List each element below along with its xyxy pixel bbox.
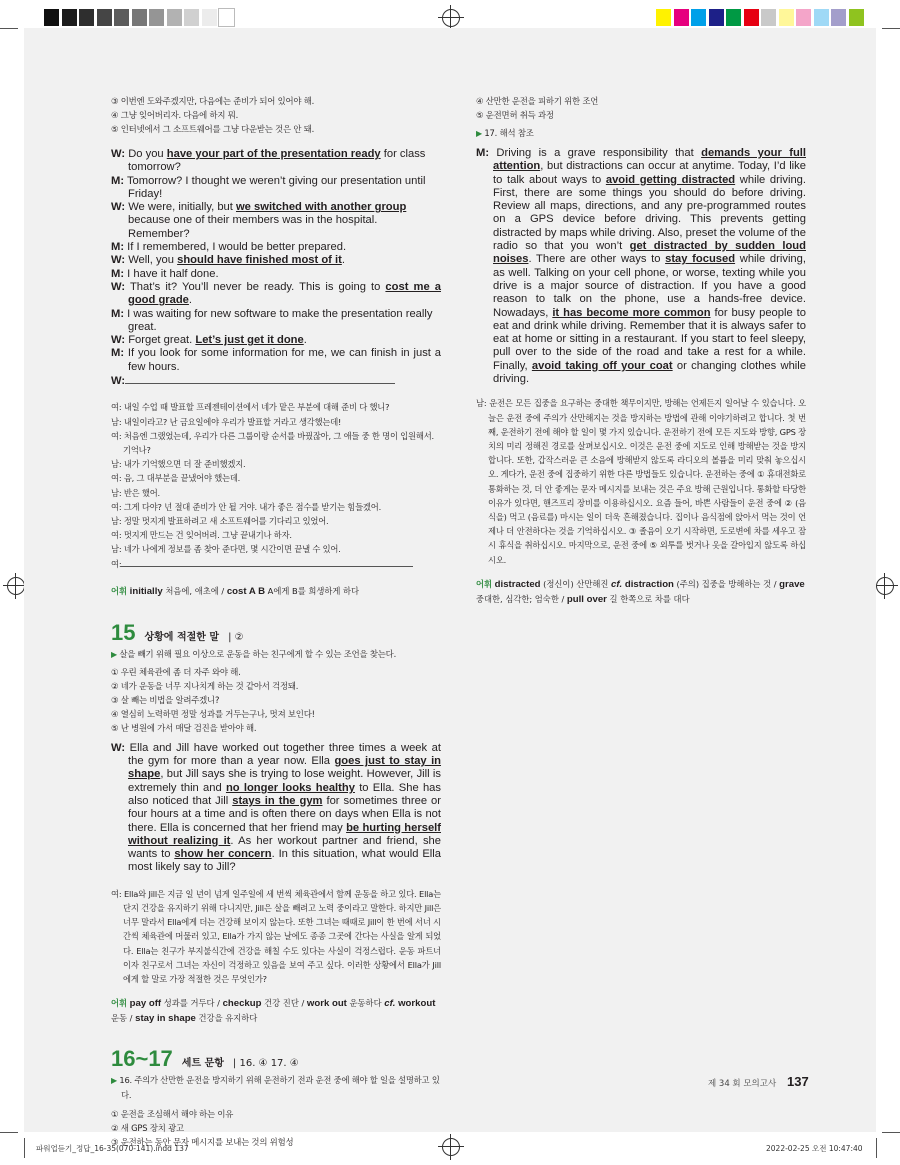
dialogue-script-15 [111, 742, 441, 875]
gray-swatch [149, 9, 164, 26]
text-run: , but distractions can occur at anytime. Today, I’d like to talk about ways to [493, 160, 806, 186]
key-phrase: have your part of the presentation ready [166, 148, 381, 160]
key-phrase: we switched with another group [235, 201, 407, 214]
section-title: 세트 문항 [181, 1058, 224, 1070]
color-swatch [849, 9, 864, 26]
text-run: . There are other ways to [528, 253, 666, 266]
gray-swatch [184, 9, 199, 26]
color-swatch [796, 9, 811, 26]
translation-line [111, 400, 441, 414]
dialogue-line [111, 268, 441, 281]
vocab-block-14 [111, 584, 441, 599]
option-line: ④ 산만한 운전을 피하기 위한 조언 [476, 96, 599, 106]
dialogue-line [111, 308, 441, 335]
gray-swatch [114, 9, 129, 26]
text-run: 운동 / [111, 1013, 136, 1024]
translation-line [111, 542, 441, 556]
option-line: ⑤ 인터넷에서 그 소프트웨어를 그냥 다운받는 것은 안 돼. [111, 124, 315, 134]
dialogue-line [111, 175, 441, 202]
translation-text: 처음엔 그랬었는데, 우리가 다른 그룹이랑 순서를 바꿨잖아, 그 애들 중 한 명이 입원해서. 기억나? [121, 430, 434, 455]
text-run: We were, initially, but [125, 201, 236, 214]
translation-line [111, 415, 441, 429]
option-line: ② 새 GPS 장치 광고 [111, 1122, 184, 1133]
text-run: while driving, as well. Talking on your cell phone, or worse, texting while you drive is a major source of distraction. If you have a good reason to talk on the phone, use a hands-free device. Nowadays, [493, 253, 806, 319]
vocab-term: pay off [129, 998, 162, 1010]
gray-swatch [167, 9, 182, 26]
text-run: 건강 진단 / [261, 998, 307, 1009]
key-phrase: be hurting herself without realizing it [128, 821, 441, 847]
vocab-label: 어휘 [111, 585, 128, 596]
text-run: Do you [125, 148, 167, 160]
print-timestamp: 2022-02-25 오전 10:47:40 [766, 1144, 863, 1153]
translation-line [111, 514, 441, 528]
speaker-label: W: [111, 148, 126, 160]
registration-mark-left [7, 577, 25, 595]
key-phrase: no longer looks healthy [225, 781, 355, 794]
option-line: ② 네가 운동을 너무 지나치게 하는 것 같아서 걱정돼. [111, 680, 299, 691]
translation-line [111, 557, 441, 571]
dialogue-line [111, 334, 441, 347]
key-phrase: Let’s just get it done [195, 334, 304, 347]
translation-line [111, 429, 441, 457]
translation-text: 네가 나에게 정보를 좀 찾아 준다면, 몇 시간이면 끝낼 수 있어. [121, 544, 341, 555]
speaker-label: M: [111, 307, 125, 320]
vocab-term: workout [398, 998, 436, 1010]
key-phrase: demands your full attention [493, 147, 806, 173]
vocab-label: 어휘 [111, 998, 128, 1009]
speaker-label: W: [111, 375, 126, 388]
translation-text: Ella와 Jill은 지금 일 년이 넘게 일주일에 세 번씩 체육관에서 함께 운동을 하고 있다. Ella는 단지 건강을 유지하기 위해 다니지만, Jill은 살을 빼려고 노력 중이라고 말한다. 하지만 Jill은 너무 말라서 Ella에게 더는 건강해 보이지 않는다. 또한 그녀는 때때로 Jill이 한 번에 서너 시간씩 체육관에 머물러 있고, Ella가 가지 않는 날에도 종종 그곳에 간다는 사실을 알게 되었다. Ella는 친구가 부지불식간에 건강을 해칠 수도 있다는 사실이 걱정스럽다. 운동 파트너이자 친구로서 그녀는 자신이 걱정하고 있음을 보여 주고 싶다. 이러한 상황에서 Ella가 Jill에게 할 말로 가장 적절한 것은 무엇인가? [121, 888, 441, 984]
translation-line [111, 457, 441, 471]
text-run: . [303, 334, 307, 347]
key-phrase: stays in the gym [232, 794, 323, 807]
option-line: ① 운전을 조심해서 해야 하는 이유 [111, 1108, 234, 1119]
gray-swatch [79, 9, 94, 26]
gray-swatch [202, 9, 217, 26]
option-line: ⑤ 운전면허 취득 과정 [476, 110, 554, 120]
crop-mark [882, 28, 900, 29]
text-run: because one of their members was in the hospital. Remember? [128, 214, 378, 240]
vocab-block-16 [476, 577, 806, 607]
text-run: for sometimes three or four hours at a time and is often there on days when Ella is not there. Ella is concerned that her friend may [128, 794, 441, 834]
gray-swatch [219, 9, 234, 26]
color-swatch [779, 9, 794, 26]
key-phrase: should have finished most of it [177, 254, 342, 267]
dialogue-line [111, 347, 441, 374]
section-answer: | ② [228, 631, 244, 643]
text-run: . [341, 254, 345, 267]
translation-text: 멋지게 만드는 건 잊어버려. 그냥 끝내기나 하자. [121, 530, 292, 541]
text-run: to Ella. She has also noticed that Jill [128, 781, 441, 807]
option-line: ③ 운전하는 동안 문자 메시지를 보내는 것의 위험성 [111, 1136, 294, 1147]
registration-mark-top [442, 9, 460, 27]
text-run: A에게 B를 희생하게 하다 [265, 585, 360, 596]
dialogue-line [111, 254, 441, 267]
speaker-label: W: [111, 334, 126, 347]
color-swatch [814, 9, 829, 26]
speaker-label: 남: [111, 416, 122, 427]
speaker-label: M: [476, 147, 490, 159]
vocab-term: cost A B [226, 585, 266, 597]
intro-options [111, 94, 441, 136]
translation-line [111, 500, 441, 514]
speaker-label: M: [111, 267, 125, 280]
option-line: ③ 살 빼는 비법을 알려주겠니? [111, 694, 220, 705]
file-slug: 파워업듣기_정답_16-35(070-141).indd 137 [36, 1144, 189, 1153]
color-swatch [691, 9, 706, 26]
speaker-label: W: [111, 201, 126, 214]
gray-swatch [132, 9, 147, 26]
text-run: Driving is a grave responsibility that [489, 147, 702, 159]
crop-mark [0, 28, 18, 29]
section-number: 15 [111, 619, 136, 645]
speaker-label: W: [111, 741, 126, 754]
text-run: Forget great. [125, 334, 196, 347]
translation-line [111, 486, 441, 500]
dialogue-translation-14 [111, 400, 441, 570]
vocab-ref: cf. [384, 998, 396, 1010]
right-column [476, 94, 806, 607]
text-run: (주의) 집중을 방해하는 것 / [673, 578, 780, 589]
dialogue-line [111, 281, 441, 308]
answer-17-line [476, 126, 806, 141]
vocab-term: grave [779, 578, 805, 590]
speaker-label: 여: [111, 501, 122, 512]
dialogue-line [111, 374, 441, 388]
section-prompt [111, 1073, 441, 1102]
section-header-16 [111, 1046, 441, 1072]
section-prompt [111, 647, 441, 662]
vocab-label: 어휘 [476, 578, 493, 589]
speaker-label: 여: [111, 402, 122, 413]
text-run: I was waiting for new software to make the presentation really great. [124, 307, 433, 333]
text-run: I have it half done. [124, 267, 219, 280]
dialogue-line [111, 241, 441, 254]
key-phrase: cost me a good grade [128, 280, 441, 307]
text-run: 건강을 유지하다 [195, 1013, 258, 1024]
text-run: (정신이) 산만해진 [540, 578, 612, 589]
dialogue-line [476, 147, 806, 386]
dialogue-line [111, 742, 441, 875]
key-phrase: avoid getting distracted [605, 173, 736, 186]
registration-mark-right [876, 577, 894, 595]
answer-blank [125, 374, 395, 384]
speaker-label: 여: [111, 530, 122, 541]
gray-swatch [44, 9, 59, 26]
text-run: , but Jill says she is trying to lose weight. However, Jill is extremely thin and [128, 768, 441, 794]
options-15 [111, 665, 441, 735]
vocab-block-15 [111, 996, 441, 1026]
text-run: If you look for some information for me, we can finish in just a few hours. [124, 347, 441, 373]
translation-line [111, 528, 441, 542]
text-run: . [188, 294, 193, 307]
text-run: while driving. First, there are some things you should do before driving. Review all maps, directions, and any pre-programmed routes on a GPS device before driving. This prevents getting distracted by maps while driving. Also, preset the volume of the radio so that you won’t [493, 173, 806, 253]
gray-swatch [62, 9, 77, 26]
key-phrase: it has become more common [552, 306, 711, 319]
crop-mark [0, 1132, 18, 1133]
translation-text: 내일 수업 때 발표할 프레젠테이션에서 네가 맡은 부분에 대해 준비 다 했니? [121, 402, 390, 413]
triangle-bullet-icon: ▶ [111, 1076, 117, 1086]
speaker-label: M: [111, 241, 125, 254]
exam-label: 제 34 회 모의고사 [708, 1079, 777, 1089]
key-phrase: show her concern [174, 848, 272, 861]
prompt-text: 살을 빼기 위해 필요 이상으로 운동을 하는 친구에게 할 수 있는 조언을 찾는다. [119, 648, 397, 659]
color-swatch [761, 9, 776, 26]
dialogue-script-16 [476, 147, 806, 386]
text-run: 성과를 거두다 / [161, 998, 223, 1009]
crop-mark [882, 1132, 900, 1133]
vocab-term: stay in shape [135, 1013, 196, 1025]
color-swatch [656, 9, 671, 26]
option-line: ④ 그냥 잊어버리자. 다음에 하지 뭐. [111, 110, 239, 120]
translation-text: 운전은 모든 집중을 요구하는 중대한 책무이지만, 방해는 언제든지 일어날 수 있습니다. 오늘은 운전 중에 주의가 산만해지는 것을 방지하는 방법에 관해 이야기하려고 합니다. 첫 번째, 운전하기 전에 해야 할 일이 몇 가지 있습니다. 운전하기 전에 모든 지도와 방향, GPS 장치의 미리 정해진 경로를 살펴보십시오. 이것은 운전 중에 지도로 인해 방해받는 것을 방지합니다. 또한, 갑작스러운 큰 소음에 방해받지 않도록 라디오의 볼륨을 미리 맞춰 놓으십시오. 게다가, 운전 중에 집중하기 위한 다른 방법들도 있습니다. 운전하는 중에 ① 휴대전화로 통화하는 것, 더 안 좋게는 문자 메시지를 보내는 것은 주요 방해 근원입니다. 통화할 타당한 이유가 있다면, 핸즈프리 장비를 이용하십시오. 요즘 들어, 바쁜 사람들이 운전 중에 ② (음식을) 먹고 (음료를) 마시는 일이 더욱 흔해졌습니다. 집이나 음식점에 앉아서 먹는 것이 언제나 더 안전하다는 것을 기억하십시오. ③ 졸음이 오기 시작하면, 도로변에 차를 세우고 잠시 휴식을 취하십시오. 마지막으로, 운전 중에 ⑤ 외투를 벗거나 옷을 갈아입지 않도록 하십시오. [486, 398, 806, 565]
triangle-bullet-icon: ▶ [476, 129, 482, 138]
color-swatch [744, 9, 759, 26]
speaker-label: 남: [111, 487, 122, 498]
color-swatch [831, 9, 846, 26]
speaker-label: 남: [111, 544, 122, 555]
translation-line [111, 471, 441, 485]
translation-text: 반은 했어. [121, 487, 160, 498]
vocab-term: checkup [222, 998, 262, 1010]
dialogue-translation-16 [476, 396, 806, 566]
text-run: Ella and Jill have worked out together three times a week at the gym for more than a year now. Ella [125, 741, 441, 768]
triangle-bullet-icon: ▶ [111, 649, 117, 659]
gray-swatch [97, 9, 112, 26]
option-line: ④ 열심히 노력하면 정말 성과를 거두는구나, 멋져 보인다! [111, 708, 315, 719]
vocab-term: distraction [624, 578, 674, 590]
vocab-ref: cf. [611, 578, 623, 590]
dialogue-line [111, 201, 441, 241]
registration-mark-bottom [442, 1138, 460, 1156]
option-line: ⑤ 난 병원에 가서 매달 검진을 받아야 해. [111, 722, 257, 733]
text-run: . As her workout partner and friend, she wants to [128, 834, 442, 861]
text-run: or changing clothes while driving. [493, 359, 806, 386]
speaker-label: 여: [111, 430, 122, 441]
section-title: 상황에 적절한 말 [144, 631, 220, 643]
speaker-label: 남: [111, 515, 122, 526]
text-run: 길 한쪽으로 차를 대다 [606, 593, 690, 604]
key-phrase: avoid taking off your coat [531, 359, 673, 372]
text-run: If I remembered, I would be better prepared. [124, 241, 347, 254]
dialogue-script-14 [111, 148, 441, 388]
translation-text: 내가 기억했으면 더 잘 준비했겠지. [121, 459, 246, 470]
crop-mark [24, 1138, 25, 1158]
vocab-term: distracted [494, 578, 541, 590]
translation-text: 음, 그 대부분을 끝냈어야 했는데. [121, 473, 241, 484]
option-line: ③ 이번엔 도와주겠지만, 다음에는 준비가 되어 있어야 해. [111, 96, 315, 106]
option-line: ① 우린 체육관에 좀 더 자주 와야 해. [111, 666, 241, 677]
speaker-label: 여: [111, 473, 122, 484]
text-run: for class tomorrow? [128, 148, 426, 174]
section-answer: | 16. ④ 17. ④ [232, 1058, 299, 1070]
vocab-term: initially [129, 585, 163, 597]
dialogue-translation-15 [111, 887, 441, 986]
translation-text: 정말 멋지게 발표하려고 새 소프트웨어를 기다리고 있었어. [121, 515, 329, 526]
text-run: . In this situation, what would Ella most likely say to Jill? [128, 848, 441, 874]
vocab-term: pull over [566, 593, 607, 605]
color-swatch [726, 9, 741, 26]
answer-blank [121, 558, 413, 567]
section-header-15 [111, 620, 441, 646]
color-swatch [709, 9, 724, 26]
speaker-label: 남: [111, 459, 122, 470]
speaker-label: W: [111, 254, 126, 267]
speaker-label: M: [111, 174, 125, 187]
left-column [111, 94, 441, 1149]
text-run: Well, you [125, 254, 178, 267]
speaker-label: W: [111, 280, 126, 293]
prompt-text: 16. 주의가 산만한 운전을 방지하기 위해 운전하기 전과 운전 중에 해야 할 일을 설명하고 있다. [119, 1075, 440, 1101]
answer-17-text: 17. 해석 참조 [484, 128, 534, 138]
speaker-label: 여: [111, 888, 122, 899]
dialogue-line [111, 148, 441, 175]
key-phrase: stay focused [665, 253, 736, 266]
text-run: 중대한, 심각한; 엄숙한 / [476, 593, 567, 604]
key-phrase: goes just to stay in shape [128, 755, 442, 781]
page-number: 137 [787, 1074, 809, 1089]
translation-text: 그게 다야? 넌 절대 준비가 안 될 거야. 내가 좋은 점수를 받기는 힘들겠어. [121, 501, 382, 512]
text-run: That’s it? You’ll never be ready. This is going to [125, 280, 386, 293]
section-number: 16~17 [111, 1046, 173, 1072]
color-swatch [674, 9, 689, 26]
speaker-label: 남: [476, 398, 487, 409]
vocab-term: work out [306, 998, 347, 1010]
speaker-label: M: [111, 347, 125, 360]
text-run: 처음에, 애초에 / [162, 585, 227, 596]
translation-text: 내일이라고? 난 금요일에야 우리가 발표할 거라고 생각했는데! [121, 416, 342, 427]
key-phrase: get distracted by sudden loud noises [493, 240, 806, 266]
speaker-label: 여: [111, 558, 122, 569]
text-run: Tomorrow? I thought we weren’t giving our presentation until Friday! [124, 174, 426, 200]
crop-mark [876, 1138, 877, 1158]
text-run: 운동하다 [346, 998, 385, 1009]
text-run: for busy people to eat and drink while driving. Remember that it is always safer to eat at home or sitting in a restaurant. If you start to feel sleepy, pull over to the side of the road and take a rest for a while. Finally, [493, 306, 806, 372]
